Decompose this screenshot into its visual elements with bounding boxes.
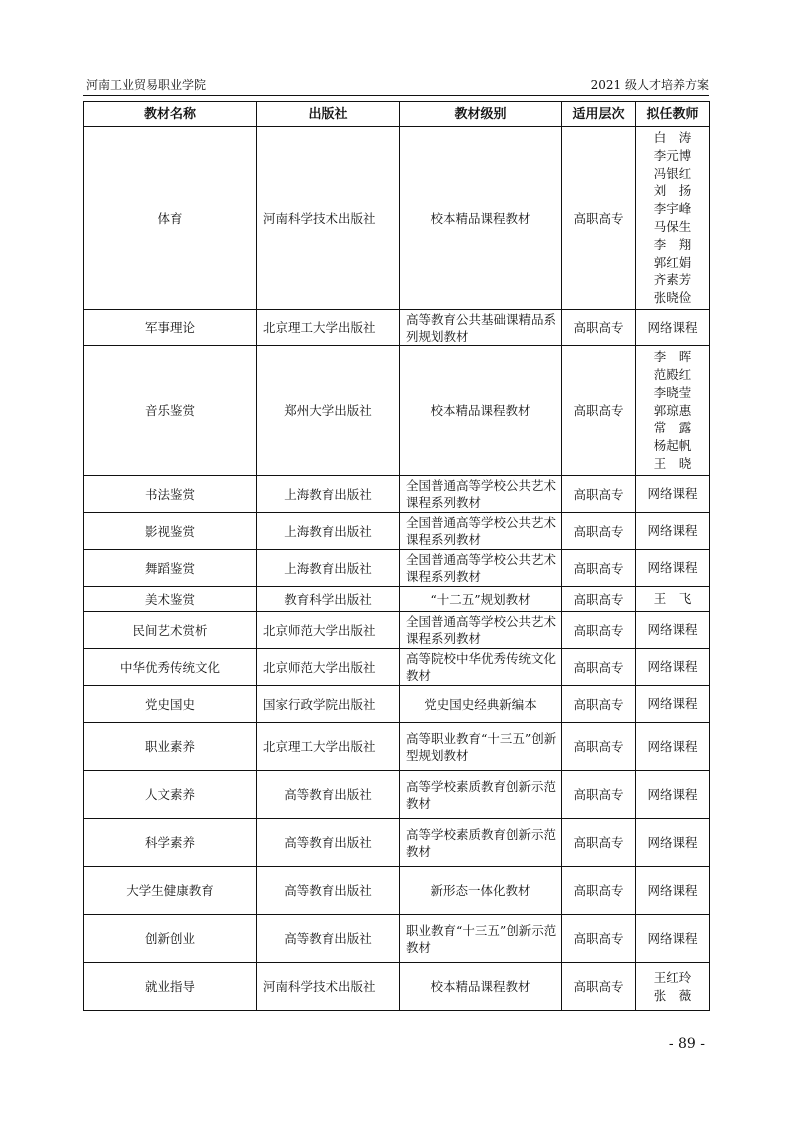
publisher-cell: 上海教育出版社 [257,476,400,513]
teacher-name: 网络课程 [647,930,698,946]
table-row [84,346,710,476]
table-row [84,723,710,771]
publisher-cell: 北京师范大学出版社 [257,649,400,686]
teachers-cell [636,915,710,963]
teacher-name: 网络课程 [647,834,698,850]
header-school-name: 河南工业贸易职业学院 [86,78,207,92]
teacher-name: 李元博 [653,147,692,163]
teacher-name: 白 涛 [653,130,692,146]
textbook-level-cell: 校本精品课程教材 [400,127,562,310]
publisher-cell: 郑州大学出版社 [257,346,400,476]
table-row [84,587,710,612]
scope-cell: 高职高专 [562,346,636,476]
teacher-name: 网络课程 [647,696,698,712]
table-row [84,915,710,963]
publisher-cell: 上海教育出版社 [257,513,400,550]
teachers-cell [636,513,710,550]
textbook-level-cell: 职业教育“十三五”创新示范教材 [400,915,562,963]
teachers-cell [636,476,710,513]
textbook-name-cell: 体育 [84,127,257,310]
table-row [84,771,710,819]
textbook-level-cell: 全国普通高等学校公共艺术课程系列教材 [400,550,562,587]
teacher-name: 网络课程 [647,560,698,576]
textbook-name-cell: 科学素养 [84,819,257,867]
teacher-name: 网络课程 [647,523,698,539]
teacher-name: 网络课程 [647,786,698,802]
scope-cell: 高职高专 [562,686,636,723]
teachers-cell [636,649,710,686]
header-document-title: 2021 级人才培养方案 [590,78,709,92]
textbook-name-cell: 军事理论 [84,310,257,346]
table-row [84,686,710,723]
table-row [84,127,710,310]
textbook-level-cell: 高等学校素质教育创新示范教材 [400,819,562,867]
textbook-name-cell: 民间艺术赏析 [84,612,257,649]
publisher-cell: 高等教育出版社 [257,915,400,963]
teacher-name: 齐素芳 [653,272,692,288]
textbook-name-cell: 大学生健康教育 [84,867,257,915]
scope-cell: 高职高专 [562,649,636,686]
teacher-name: 李 晖 [653,349,692,365]
teacher-name: 范殿红 [653,367,692,382]
teachers-cell [636,550,710,587]
teachers-cell [636,963,710,1011]
teacher-name: 王 晓 [653,455,692,471]
teacher-name: 杨起帆 [653,438,692,454]
publisher-cell: 国家行政学院出版社 [257,686,400,723]
table-body [84,127,710,1011]
teacher-name: 网络课程 [647,659,698,675]
scope-cell: 高职高专 [562,915,636,963]
teachers-cell [636,771,710,819]
teacher-name: 网络课程 [647,882,698,898]
textbook-table [83,101,710,1011]
textbook-level-cell: 高等职业教育“十三五”创新型规划教材 [400,723,562,771]
teachers-cell [636,310,710,346]
teacher-name: 张晓俭 [653,290,692,306]
publisher-cell: 河南科学技术出版社 [257,963,400,1011]
scope-cell: 高职高专 [562,550,636,587]
teacher-name: 李宇峰 [653,201,692,217]
textbook-name-cell: 影视鉴赏 [84,513,257,550]
teachers-cell [636,819,710,867]
publisher-cell: 上海教育出版社 [257,550,400,587]
column-header-level: 教材级别 [400,102,562,127]
teachers-cell [636,867,710,915]
publisher-cell: 高等教育出版社 [257,771,400,819]
column-header-name: 教材名称 [84,102,257,127]
scope-cell: 高职高专 [562,819,636,867]
table-row [84,513,710,550]
textbook-level-cell: 高等学校素质教育创新示范教材 [400,771,562,819]
textbook-level-cell: 党史国史经典新编本 [400,686,562,723]
table-row [84,612,710,649]
textbook-level-cell: 全国普通高等学校公共艺术课程系列教材 [400,612,562,649]
publisher-cell: 北京理工大学出版社 [257,723,400,771]
scope-cell: 高职高专 [562,127,636,310]
textbook-level-cell: 全国普通高等学校公共艺术课程系列教材 [400,513,562,550]
teacher-name: 冯银红 [653,165,692,181]
teacher-name: 郭琼惠 [653,402,692,418]
table-row [84,819,710,867]
teacher-name: 郭红娟 [653,254,692,270]
scope-cell: 高职高专 [562,587,636,612]
textbook-level-cell: 校本精品课程教材 [400,963,562,1011]
scope-cell: 高职高专 [562,771,636,819]
table-row [84,649,710,686]
teacher-name: 网络课程 [647,738,698,754]
teachers-cell [636,723,710,771]
textbook-level-cell: 新形态一体化教材 [400,867,562,915]
table-row [84,963,710,1011]
column-header-publisher: 出版社 [257,102,400,127]
table-row [84,476,710,513]
table-row [84,310,710,346]
teacher-name: 网络课程 [647,486,698,502]
header-rule [83,95,709,96]
publisher-cell: 高等教育出版社 [257,819,400,867]
teacher-name: 马保生 [653,219,692,234]
teachers-cell [636,612,710,649]
teachers-cell [636,127,710,310]
textbook-name-cell: 就业指导 [84,963,257,1011]
page-number: - 89 - [668,1036,705,1052]
textbook-name-cell: 书法鉴赏 [84,476,257,513]
scope-cell: 高职高专 [562,513,636,550]
textbook-name-cell: 人文素养 [84,771,257,819]
publisher-cell: 教育科学出版社 [257,587,400,612]
table-row [84,550,710,587]
publisher-cell: 河南科学技术出版社 [257,127,400,310]
teacher-name: 李 翔 [653,236,692,252]
teacher-name: 张 薇 [653,987,692,1003]
scope-cell: 高职高专 [562,612,636,649]
column-header-scope: 适用层次 [562,102,636,127]
scope-cell: 高职高专 [562,476,636,513]
teacher-name: 常 露 [653,420,692,436]
publisher-cell: 高等教育出版社 [257,867,400,915]
scope-cell: 高职高专 [562,310,636,346]
scope-cell: 高职高专 [562,963,636,1011]
table-row [84,867,710,915]
teachers-cell [636,346,710,476]
teacher-name: 刘 扬 [653,183,692,199]
column-header-teachers: 拟任教师 [636,102,710,127]
textbook-level-cell: 高等教育公共基础课精品系列规划教材 [400,310,562,346]
teachers-cell [636,686,710,723]
teacher-name: 李晓莹 [653,384,692,400]
teachers-cell [636,587,710,612]
textbook-name-cell: 中华优秀传统文化 [84,649,257,686]
textbook-name-cell: 职业素养 [84,723,257,771]
textbook-name-cell: 党史国史 [84,686,257,723]
scope-cell: 高职高专 [562,723,636,771]
textbook-name-cell: 音乐鉴赏 [84,346,257,476]
teacher-name: 王红玲 [653,969,692,985]
publisher-cell: 北京理工大学出版社 [257,310,400,346]
textbook-level-cell: 高等院校中华优秀传统文化教材 [400,649,562,686]
textbook-name-cell: 创新创业 [84,915,257,963]
teacher-name: 网络课程 [647,319,698,335]
textbook-name-cell: 美术鉴赏 [84,587,257,612]
scope-cell: 高职高专 [562,867,636,915]
textbook-level-cell: “十二五”规划教材 [400,587,562,612]
textbook-level-cell: 校本精品课程教材 [400,346,562,476]
publisher-cell: 北京师范大学出版社 [257,612,400,649]
teacher-name: 王 飞 [653,591,692,607]
teacher-name: 网络课程 [647,622,698,638]
textbook-level-cell: 全国普通高等学校公共艺术课程系列教材 [400,476,562,513]
table-header-row [84,102,710,127]
textbook-name-cell: 舞蹈鉴赏 [84,550,257,587]
